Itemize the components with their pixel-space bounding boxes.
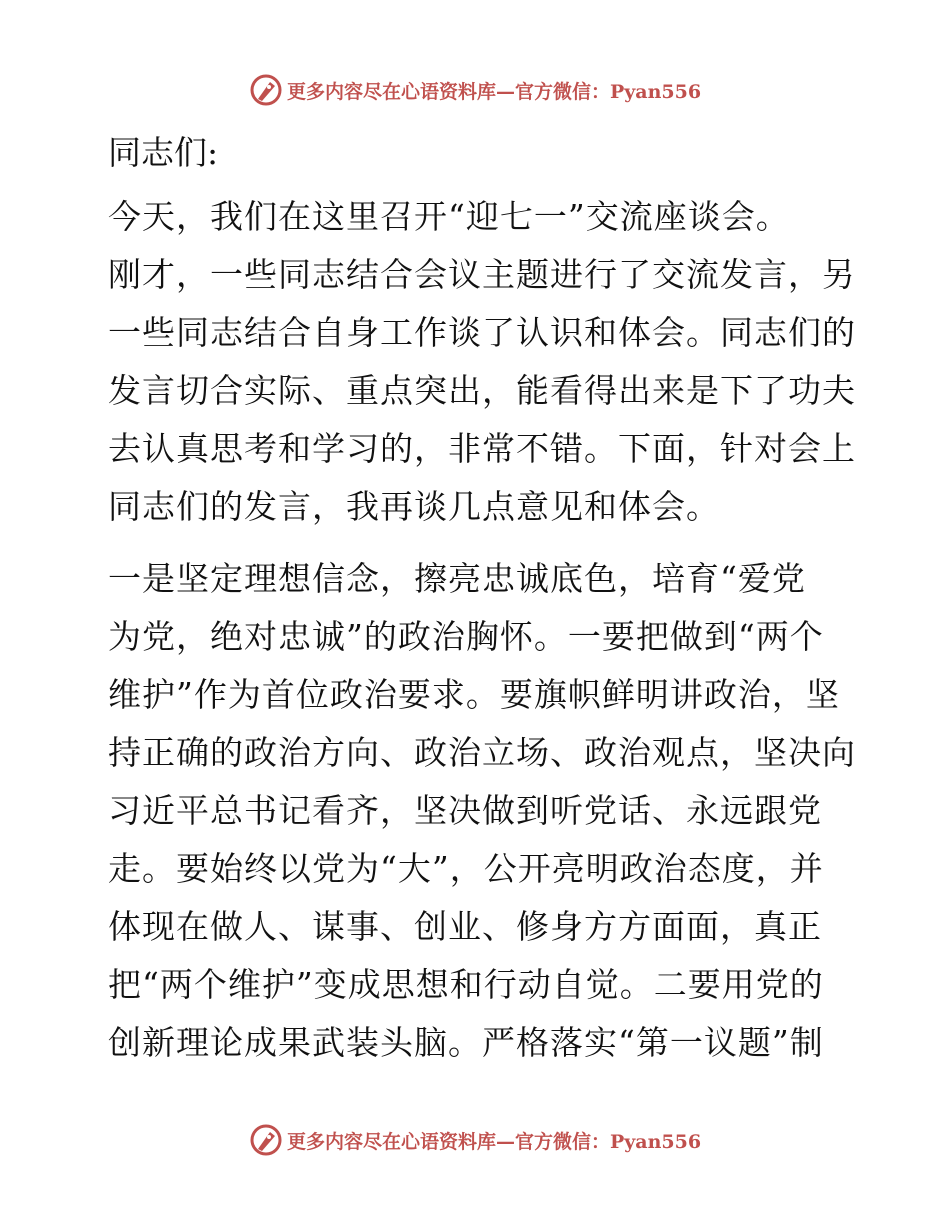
paragraph-line: 去认真思考和学习的，非常不错。下面，针对会上 <box>108 429 856 468</box>
paragraph-line: 维护”作为首位政治要求。要旗帜鲜明讲政治，坚 <box>108 675 840 714</box>
paragraph-line: 同志们的发言，我再谈几点意见和体会。 <box>108 487 720 526</box>
paragraph-line: 一是坚定理想信念，擦亮忠诚底色，培育“爱党 <box>108 559 806 598</box>
paragraph-line: 一些同志结合自身工作谈了认识和体会。同志们的 <box>108 313 856 352</box>
paragraph-line: 为党，绝对忠诚”的政治胸怀。一要把做到“两个 <box>108 617 824 656</box>
paragraph-intro <box>98 188 858 536</box>
paragraph-line: 发言切合实际、重点突出，能看得出来是下了功夫 <box>108 371 856 410</box>
paragraph-line: 今天，我们在这里召开“迎七一”交流座谈会。 <box>108 197 790 236</box>
watermark-text: 更多内容尽在心语资料库—官方微信：Pyan556 <box>286 1130 702 1153</box>
watermark-text: 更多内容尽在心语资料库—官方微信：Pyan556 <box>286 80 702 103</box>
paragraph-line: 创新理论成果武装头脑。严格落实“第一议题”制 <box>108 1023 824 1062</box>
pen-nib-logo-icon <box>249 1123 283 1157</box>
paragraph-point-one <box>98 550 858 1072</box>
paragraph-line: 持正确的政治方向、政治立场、政治观点，坚决向 <box>108 733 856 772</box>
paragraph-line: 走。要始终以党为“大”，公开亮明政治态度，并 <box>108 849 824 888</box>
salutation: 同志们: <box>108 133 219 172</box>
paragraph-line: 把“两个维护”变成思想和行动自觉。二要用党的 <box>108 965 824 1004</box>
watermark-footer <box>0 1120 950 1160</box>
document-body <box>98 124 858 1086</box>
watermark-header <box>0 70 950 110</box>
paragraph-line: 习近平总书记看齐，坚决做到听党话、永远跟党 <box>108 791 822 830</box>
pen-nib-logo-icon <box>249 73 283 107</box>
paragraph-line: 体现在做人、谋事、创业、修身方方面面，真正 <box>108 907 822 946</box>
paragraph-line: 刚才，一些同志结合会议主题进行了交流发言，另 <box>108 255 856 294</box>
